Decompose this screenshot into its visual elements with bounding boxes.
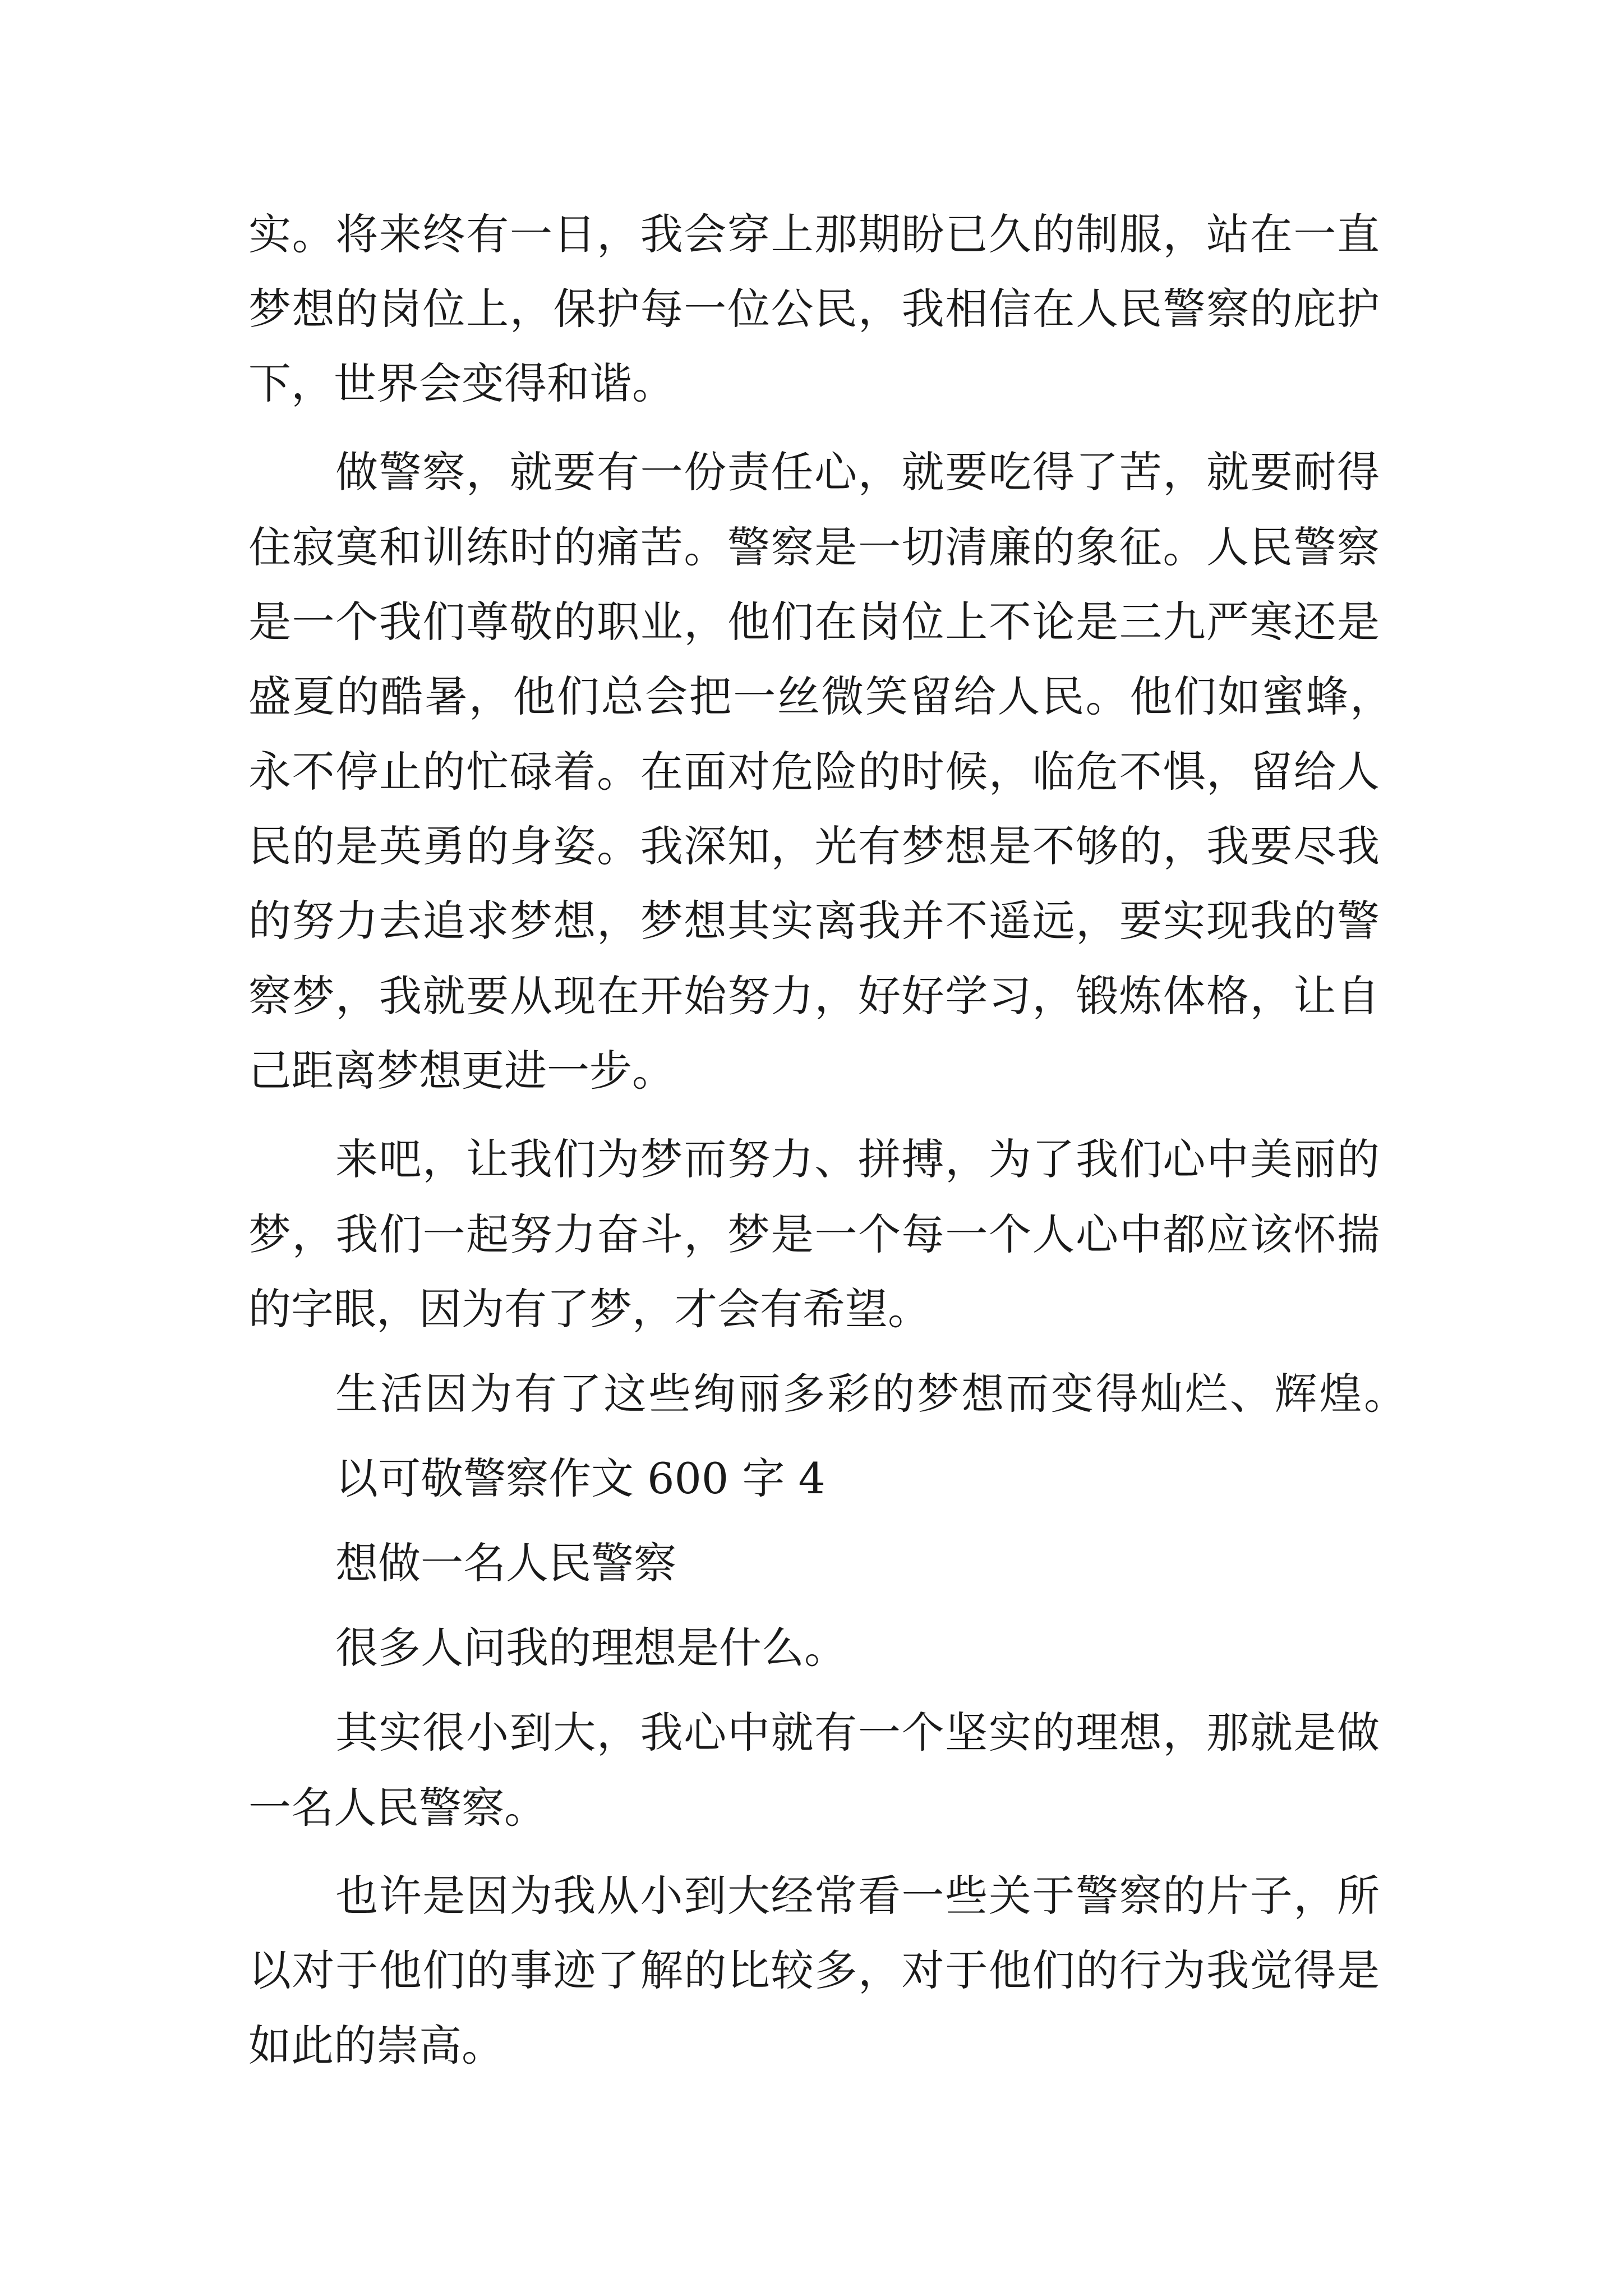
text-line: 很多人问我的理想是什么。 bbox=[335, 1623, 847, 1673]
text-line: 做警察，就要有一份责任心，就要吃得了苦，就要耐得 bbox=[335, 447, 1380, 497]
text-line: 住寂寞和训练时的痛苦。警察是一切清廉的象征。人民警察 bbox=[248, 522, 1380, 572]
text-line: 来吧，让我们为梦而努力、拼搏，为了我们心中美丽的 bbox=[335, 1134, 1380, 1184]
text-line: 生活因为有了这些绚丽多彩的梦想而变得灿烂、辉煌。 bbox=[335, 1369, 1407, 1419]
text-line: 己距离梦想更进一步。 bbox=[248, 1046, 675, 1096]
text-line: 也许是因为我从小到大经常看一些关于警察的片子，所 bbox=[335, 1871, 1380, 1921]
text-line: 一名人民警察。 bbox=[248, 1783, 547, 1833]
text-line: 永不停止的忙碌着。在面对危险的时候，临危不惧，留给人 bbox=[248, 747, 1380, 797]
text-line: 其实很小到大，我心中就有一个坚实的理想，那就是做 bbox=[335, 1708, 1380, 1757]
text-line: 是一个我们尊敬的职业，他们在岗位上不论是三九严寒还是 bbox=[248, 597, 1380, 647]
text-line: 民的是英勇的身姿。我深知，光有梦想是不够的，我要尽我 bbox=[248, 821, 1380, 871]
text-line: 盛夏的酷暑，他们总会把一丝微笑留给人民。他们如蜜蜂， bbox=[248, 671, 1393, 721]
text-line: 的努力去追求梦想，梦想其实离我并不遥远，要实现我的警 bbox=[248, 896, 1380, 946]
text-line: 如此的崇高。 bbox=[248, 2021, 504, 2070]
essay-title: 想做一名人民警察 bbox=[335, 1538, 676, 1588]
text-line: 梦，我们一起努力奋斗，梦是一个每一个人心中都应该怀揣 bbox=[248, 1209, 1380, 1259]
text-line: 实。将来终有一日，我会穿上那期盼已久的制服，站在一直 bbox=[248, 209, 1380, 259]
text-line: 的字眼，因为有了梦，才会有希望。 bbox=[248, 1284, 930, 1334]
section-heading: 以可敬警察作文 600 字 4 bbox=[335, 1453, 826, 1503]
text-line: 察梦，我就要从现在开始努力，好好学习，锻炼体格，让自 bbox=[248, 971, 1380, 1021]
text-line: 梦想的岗位上，保护每一位公民，我相信在人民警察的庇护 bbox=[248, 284, 1380, 334]
text-line: 以对于他们的事迹了解的比较多，对于他们的行为我觉得是 bbox=[248, 1945, 1380, 1995]
text-line: 下，世界会变得和谐。 bbox=[248, 358, 675, 408]
